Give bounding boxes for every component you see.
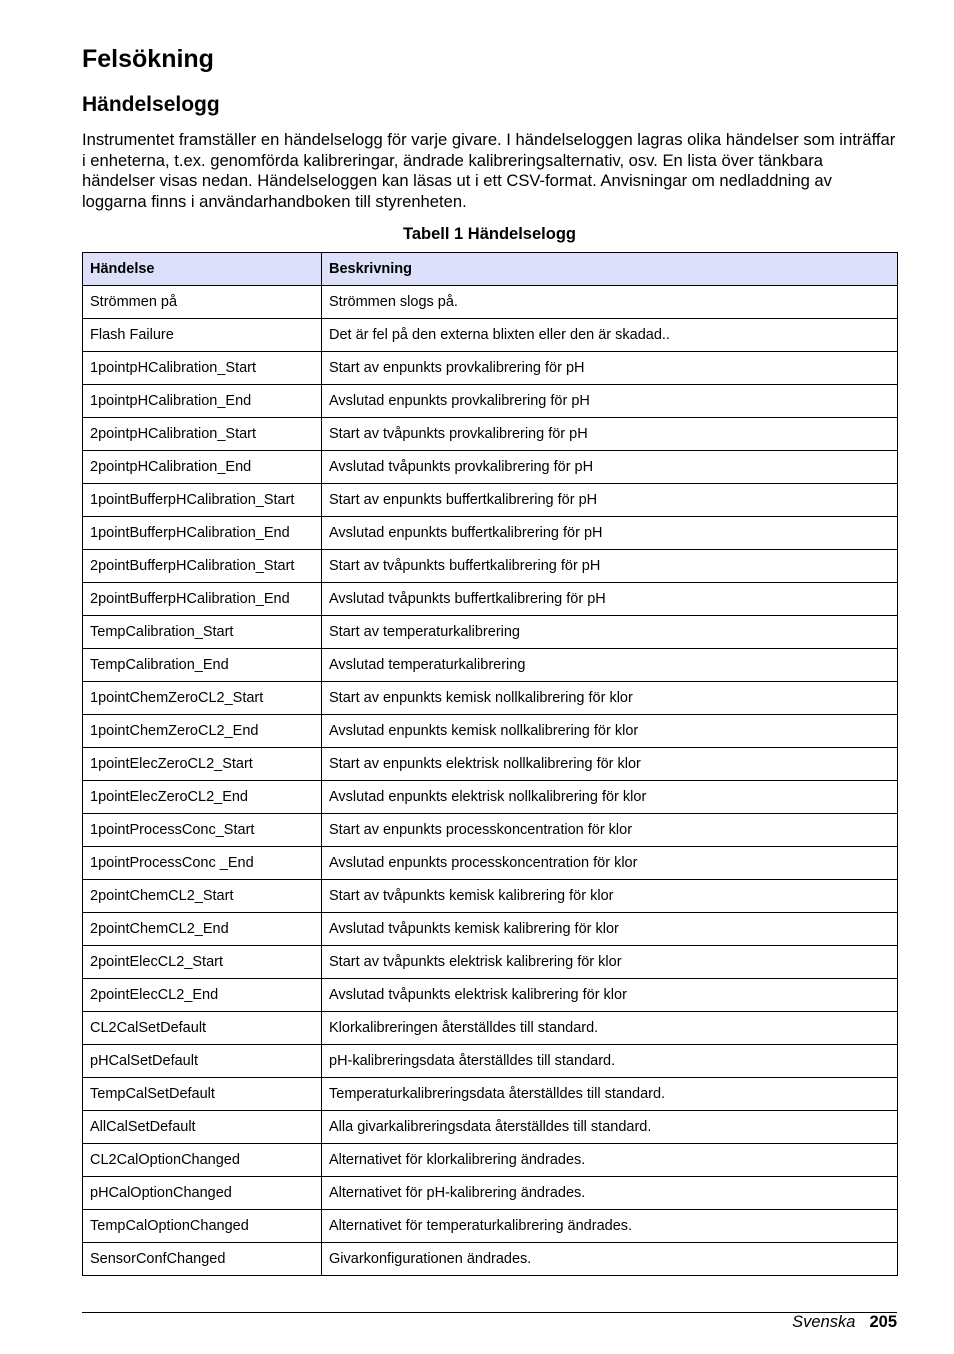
page-number: 205 (869, 1313, 897, 1331)
description-cell: Avslutad enpunkts kemisk nollkalibrering för klor (322, 715, 898, 748)
description-cell: Start av enpunkts provkalibrering för pH (322, 352, 898, 385)
table-row (83, 484, 898, 517)
table-row (83, 748, 898, 781)
table-row (83, 319, 898, 352)
event-cell: 1pointElecZeroCL2_Start (83, 748, 322, 781)
description-cell: Avslutad tvåpunkts provkalibrering för pH (322, 451, 898, 484)
description-cell: Start av enpunkts processkoncentration för klor (322, 814, 898, 847)
description-cell: Alternativet för klorkalibrering ändrades. (322, 1144, 898, 1177)
event-cell: 1pointChemZeroCL2_End (83, 715, 322, 748)
intro-paragraph: Instrumentet framställer en händelselogg för varje givare. I händelseloggen lagras olika händelser som inträffar i enheterna, t.ex. genomförda kalibreringar, ändrade kalibreringsalternativ, osv. En lista över tänkbara händelser visas nedan. Händelseloggen kan läsas ut i ett CSV-format. Anvisningar om nedladdning av loggarna finns i användarhandboken till styrenheten. (82, 130, 896, 211)
description-cell: pH-kalibreringsdata återställdes till standard. (322, 1045, 898, 1078)
table-row (83, 550, 898, 583)
event-cell: 1pointElecZeroCL2_End (83, 781, 322, 814)
table-row (83, 946, 898, 979)
description-cell: Avslutad enpunkts processkoncentration för klor (322, 847, 898, 880)
table-row (83, 1012, 898, 1045)
description-cell: Start av enpunkts elektrisk nollkalibrering för klor (322, 748, 898, 781)
table-header-row (83, 253, 898, 286)
description-cell: Start av enpunkts kemisk nollkalibrering för klor (322, 682, 898, 715)
description-cell: Start av enpunkts buffertkalibrering för pH (322, 484, 898, 517)
table-row (83, 517, 898, 550)
event-cell: 2pointBufferpHCalibration_End (83, 583, 322, 616)
description-cell: Klorkalibreringen återställdes till standard. (322, 1012, 898, 1045)
description-cell: Avslutad enpunkts provkalibrering för pH (322, 385, 898, 418)
table-row (83, 1210, 898, 1243)
description-cell: Start av tvåpunkts elektrisk kalibrering för klor (322, 946, 898, 979)
description-cell: Avslutad enpunkts elektrisk nollkalibrering för klor (322, 781, 898, 814)
table-row (83, 1111, 898, 1144)
table-caption: Tabell 1 Händelselogg (403, 225, 576, 243)
event-cell: 1pointProcessConc _End (83, 847, 322, 880)
table-row (83, 814, 898, 847)
section-title: Händelselogg (82, 93, 220, 116)
table-row (83, 649, 898, 682)
description-cell: Alla givarkalibreringsdata återställdes till standard. (322, 1111, 898, 1144)
description-cell: Start av temperaturkalibrering (322, 616, 898, 649)
table-row (83, 451, 898, 484)
description-cell: Avslutad tvåpunkts elektrisk kalibrering för klor (322, 979, 898, 1012)
table-body (83, 286, 898, 1276)
event-cell: 2pointpHCalibration_Start (83, 418, 322, 451)
table-row (83, 385, 898, 418)
description-cell: Start av tvåpunkts provkalibrering för pH (322, 418, 898, 451)
event-cell: Flash Failure (83, 319, 322, 352)
table-row (83, 847, 898, 880)
footer-language: Svenska (792, 1313, 856, 1331)
event-cell: 2pointElecCL2_Start (83, 946, 322, 979)
description-cell: Det är fel på den externa blixten eller den är skadad.. (322, 319, 898, 352)
footer-divider (82, 1312, 897, 1313)
event-cell: 1pointProcessConc_Start (83, 814, 322, 847)
event-cell: Strömmen på (83, 286, 322, 319)
event-cell: CL2CalSetDefault (83, 1012, 322, 1045)
description-cell: Avslutad enpunkts buffertkalibrering för pH (322, 517, 898, 550)
event-cell: TempCalibration_End (83, 649, 322, 682)
table-row (83, 616, 898, 649)
event-cell: 1pointBufferpHCalibration_Start (83, 484, 322, 517)
event-cell: pHCalOptionChanged (83, 1177, 322, 1210)
description-cell: Alternativet för pH-kalibrering ändrades. (322, 1177, 898, 1210)
event-cell: 2pointChemCL2_Start (83, 880, 322, 913)
description-cell: Start av tvåpunkts kemisk kalibrering för klor (322, 880, 898, 913)
description-cell: Alternativet för temperaturkalibrering ändrades. (322, 1210, 898, 1243)
event-cell: 2pointChemCL2_End (83, 913, 322, 946)
column-header-event: Händelse (83, 253, 322, 286)
table-row (83, 979, 898, 1012)
table-row (83, 781, 898, 814)
table-row (83, 1144, 898, 1177)
event-cell: 1pointpHCalibration_End (83, 385, 322, 418)
table-row (83, 1177, 898, 1210)
description-cell: Avslutad tvåpunkts buffertkalibrering för pH (322, 583, 898, 616)
page-footer (792, 1312, 897, 1332)
page-title: Felsökning (82, 45, 214, 73)
event-log-table (82, 252, 898, 1276)
table-row (83, 418, 898, 451)
event-cell: CL2CalOptionChanged (83, 1144, 322, 1177)
table-row (83, 1078, 898, 1111)
table-row (83, 352, 898, 385)
description-cell: Avslutad temperaturkalibrering (322, 649, 898, 682)
table-row (83, 1045, 898, 1078)
event-cell: TempCalibration_Start (83, 616, 322, 649)
table-row (83, 286, 898, 319)
event-cell: AllCalSetDefault (83, 1111, 322, 1144)
description-cell: Givarkonfigurationen ändrades. (322, 1243, 898, 1276)
event-cell: 2pointBufferpHCalibration_Start (83, 550, 322, 583)
description-cell: Temperaturkalibreringsdata återställdes till standard. (322, 1078, 898, 1111)
table-row (83, 880, 898, 913)
event-cell: 2pointElecCL2_End (83, 979, 322, 1012)
table-row (83, 682, 898, 715)
table-row (83, 1243, 898, 1276)
table-row (83, 715, 898, 748)
event-cell: TempCalSetDefault (83, 1078, 322, 1111)
description-cell: Start av tvåpunkts buffertkalibrering för pH (322, 550, 898, 583)
event-cell: 1pointpHCalibration_Start (83, 352, 322, 385)
column-header-description: Beskrivning (322, 253, 898, 286)
event-cell: 1pointBufferpHCalibration_End (83, 517, 322, 550)
event-cell: TempCalOptionChanged (83, 1210, 322, 1243)
event-cell: SensorConfChanged (83, 1243, 322, 1276)
event-cell: 1pointChemZeroCL2_Start (83, 682, 322, 715)
description-cell: Strömmen slogs på. (322, 286, 898, 319)
description-cell: Avslutad tvåpunkts kemisk kalibrering för klor (322, 913, 898, 946)
event-cell: 2pointpHCalibration_End (83, 451, 322, 484)
event-cell: pHCalSetDefault (83, 1045, 322, 1078)
table-row (83, 583, 898, 616)
table-row (83, 913, 898, 946)
